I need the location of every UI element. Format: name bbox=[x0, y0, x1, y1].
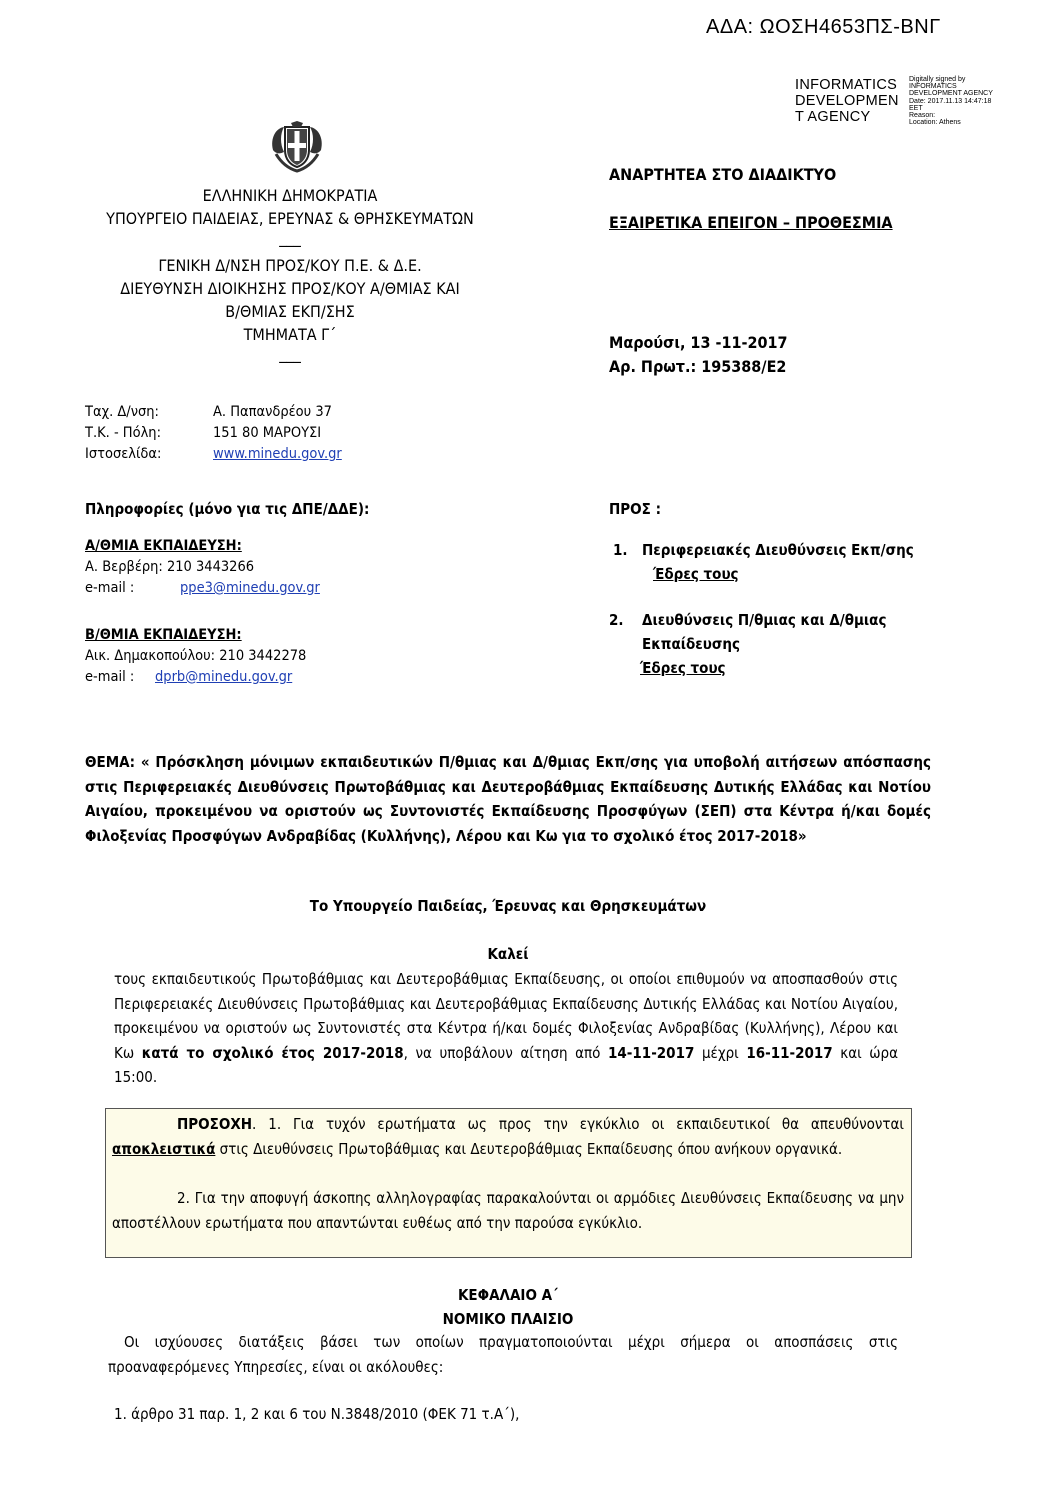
recipient-number: 2. bbox=[609, 611, 624, 629]
separator: ___ bbox=[279, 344, 301, 363]
body-text: μέχρι bbox=[694, 1043, 747, 1062]
primary-contact-person: Α. Βερβέρη: 210 3443266 bbox=[85, 559, 255, 575]
notice-label: ΠΡΟΣΟΧΗ bbox=[177, 1115, 253, 1133]
recipient-text: Εκπαίδευσης bbox=[642, 635, 741, 653]
signature-detail: DEVELOPMENT AGENCY bbox=[909, 90, 993, 98]
notice-paragraph-1 bbox=[112, 1112, 904, 1161]
ministry-line: Το Υπουργείο Παιδείας, Έρευνας και Θρησκευμάτων bbox=[309, 897, 707, 915]
address-label: Ταχ. Δ/νση: bbox=[85, 404, 159, 420]
secondary-email-row bbox=[85, 667, 306, 688]
directorate-line: Β/ΘΜΙΑΣ ΕΚΠ/ΣΗΣ bbox=[225, 302, 355, 321]
body-text: και ώρα 15:00. bbox=[114, 1043, 899, 1086]
address-value: 151 80 ΜΑΡΟΥΣΙ bbox=[213, 425, 322, 441]
address-row bbox=[85, 402, 342, 423]
info-heading: Πληροφορίες (μόνο για τις ΔΠΕ/ΔΔΕ): bbox=[85, 500, 370, 518]
primary-email-row bbox=[85, 578, 320, 599]
recipients-heading: ΠΡΟΣ : bbox=[609, 500, 661, 518]
notice-text: . 1. Για τυχόν ερωτήματα ως προς την εγκύκλιο οι εκπαιδευτικοί θα απευθύνονται bbox=[252, 1115, 904, 1133]
notice-box bbox=[105, 1108, 912, 1258]
legal-item-1: 1. άρθρο 31 παρ. 1, 2 και 6 του Ν.3848/2010 (ΦΕΚ 71 τ.Α΄), bbox=[114, 1405, 520, 1423]
coat-of-arms-icon bbox=[268, 120, 326, 174]
signature-organization bbox=[795, 77, 899, 125]
body-text: , να υποβάλουν αίτηση από bbox=[403, 1043, 609, 1062]
department-name: ΤΜΗΜΑΤΑ Γ΄ bbox=[243, 325, 337, 344]
general-directorate: ΓΕΝΙΚΗ Δ/ΝΣΗ ΠΡΟΣ/ΚΟΥ Π.Ε. & Δ.Ε. bbox=[158, 256, 422, 275]
signature-org-line: DEVELOPMEN bbox=[795, 93, 899, 109]
address-label: Ιστοσελίδα: bbox=[85, 446, 162, 462]
post-online-notice: ΑΝΑΡΤΗΤΕΑ ΣΤΟ ΔΙΑΔΙΚΤΥΟ bbox=[609, 165, 837, 184]
protocol-number: Αρ. Πρωτ.: 195388/Ε2 bbox=[609, 357, 787, 376]
calls-heading: Καλεί bbox=[487, 945, 529, 963]
recipient-line bbox=[609, 608, 886, 632]
subject: ΘΕΜΑ: « Πρόσκληση μόνιμων εκπαιδευτικών Π/θμιας και Δ/θμιας Εκπ/σης για υποβολή αιτήσεων απόσπασης στις Περιφερειακές Διευθύνσεις Πρωτοβάθμιας και Δευτεροβάθμιας Εκπαίδευσης Δυτικής Ελλάδας και Νοτίου Αιγαίου, προκειμένου να οριστούν ως Συντονιστές Εκπαίδευσης Προσφύγων (ΣΕΠ) στα Κέντρα ή/και δομές Φιλοξενίας Προσφύγων Ανδραβίδας (Κυλλήνης), Λέρου και Κω για το σχολικό έτος 2017-2018» bbox=[85, 753, 931, 845]
primary-education-contact bbox=[85, 536, 320, 599]
recipient-seat: Έδρες τους bbox=[653, 565, 739, 583]
website-link[interactable]: www.minedu.gov.gr bbox=[213, 446, 342, 462]
address-label: Τ.Κ. - Πόλη: bbox=[85, 425, 161, 441]
address-block bbox=[85, 402, 342, 465]
signature-details bbox=[909, 76, 993, 126]
notice-emphasis: αποκλειστικά bbox=[112, 1139, 216, 1158]
ministry-name: ΥΠΟΥΡΓΕΙΟ ΠΑΙΔΕΙΑΣ, ΕΡΕΥΝΑΣ & ΘΡΗΣΚΕΥΜΑΤΩΝ bbox=[106, 209, 474, 228]
signature-detail: Date: 2017.11.13 14:47:18 bbox=[909, 97, 992, 105]
republic-name: ΕΛΛΗΝΙΚΗ ΔΗΜΟΚΡΑΤΙΑ bbox=[202, 186, 378, 205]
signature-org-line: T AGENCY bbox=[795, 109, 871, 125]
chapter-subtitle: ΝΟΜΙΚΟ ΠΛΑΙΣΙΟ bbox=[442, 1310, 574, 1328]
recipient-item-2 bbox=[609, 608, 886, 680]
separator: ___ bbox=[279, 228, 301, 247]
start-date: 14-11-2017 bbox=[608, 1043, 695, 1062]
address-value: Α. Παπανδρέου 37 bbox=[213, 404, 332, 420]
body-paragraph bbox=[114, 967, 898, 1090]
chapter-intro: Οι ισχύουσες διατάξεις βάσει των οποίων πραγματοποιούνται μέχρι σήμερα οι αποσπάσεις στις προαναφερόμενες Υπηρεσίες, είναι οι ακόλουθες: bbox=[108, 1333, 898, 1376]
email-label: e-mail : bbox=[85, 580, 135, 596]
header-organization bbox=[90, 184, 490, 362]
recipient-seat: Έδρες τους bbox=[640, 659, 726, 677]
signature-org-line: INFORMATICS bbox=[795, 77, 898, 93]
signature-detail: Location: Athens bbox=[909, 119, 961, 127]
secondary-education-title: Β/ΘΜΙΑ ΕΚΠΑΙΔΕΥΣΗ: bbox=[85, 627, 242, 643]
secondary-contact-person: Αικ. Δημακοπούλου: 210 3442278 bbox=[85, 648, 307, 664]
body-text: τους εκπαιδευτικούς Πρωτοβάθμιας και Δευτεροβάθμιας Εκπαίδευσης, οι οποίοι επιθυμούν να αποσπασθούν στις Περιφερειακές Διευθύνσεις Πρωτοβάθμιας και Δευτεροβάθμιας Εκπαίδευσης Δυτικής Ελλάδας και Νοτίου Αιγαίου, προκειμένου να οριστούν ως Συντονιστές στα Κέντρα ή/και δομές Φιλοξενίας Ανδραβίδας (Κυλλήνης), Λέρου και Κω bbox=[114, 970, 898, 1062]
end-date: 16-11-2017 bbox=[746, 1043, 833, 1062]
secondary-education-contact bbox=[85, 625, 306, 688]
signature-detail: Digitally signed by bbox=[909, 76, 966, 83]
address-row bbox=[85, 423, 342, 444]
email-label: e-mail : bbox=[85, 669, 135, 685]
chapter-heading bbox=[85, 1283, 931, 1331]
notice-paragraph-2: 2. Για την αποφυγή άσκοπης αλληλογραφίας παρακαλούνται οι αρμόδιες Διευθύνσεις Εκπαίδευσης να μην αποστέλλουν ερωτήματα που απαντώνται ευθέως από την παρούσα εγκύκλιο. bbox=[112, 1189, 904, 1232]
signature-detail: Reason: bbox=[909, 112, 936, 120]
recipient-item-1 bbox=[613, 538, 914, 586]
recipient-number: 1. bbox=[613, 541, 628, 559]
primary-education-title: Α/ΘΜΙΑ ΕΚΠΑΙΔΕΥΣΗ: bbox=[85, 538, 242, 554]
urgent-notice: ΕΞΑΙΡΕΤΙΚΑ ΕΠΕΙΓΟΝ – ΠΡΟΘΕΣΜΙΑ bbox=[609, 213, 893, 232]
ada-code: ΑΔΑ: ΩΟΣΗ4653ΠΣ-ΒΝΓ bbox=[706, 16, 941, 38]
school-year-text: κατά το σχολικό έτος 2017-2018 bbox=[141, 1043, 404, 1062]
signature-detail: EET bbox=[909, 104, 923, 112]
primary-email-link[interactable]: ppe3@minedu.gov.gr bbox=[180, 580, 320, 596]
address-row bbox=[85, 444, 342, 465]
chapter-title: ΚΕΦΑΛΑΙΟ Α΄ bbox=[457, 1286, 559, 1304]
notice-text: στις Διευθύνσεις Πρωτοβάθμιας και Δευτεροβάθμιας Εκπαίδευσης όπου ανήκουν οργανικά. bbox=[215, 1139, 843, 1158]
document-date: Μαρούσι, 13 -11-2017 bbox=[609, 333, 788, 352]
recipient-text: Περιφερειακές Διευθύνσεις Εκπ/σης bbox=[642, 541, 914, 559]
secondary-email-link[interactable]: dprb@minedu.gov.gr bbox=[155, 669, 293, 685]
directorate-line: ΔΙΕΥΘΥΝΣΗ ΔΙΟΙΚΗΣΗΣ ΠΡΟΣ/ΚΟΥ Α/ΘΜΙΑΣ ΚΑΙ bbox=[120, 279, 460, 298]
recipient-line bbox=[613, 538, 914, 562]
signature-detail: INFORMATICS bbox=[909, 83, 957, 91]
recipient-text: Διευθύνσεις Π/θμιας και Δ/θμιας bbox=[642, 611, 887, 629]
